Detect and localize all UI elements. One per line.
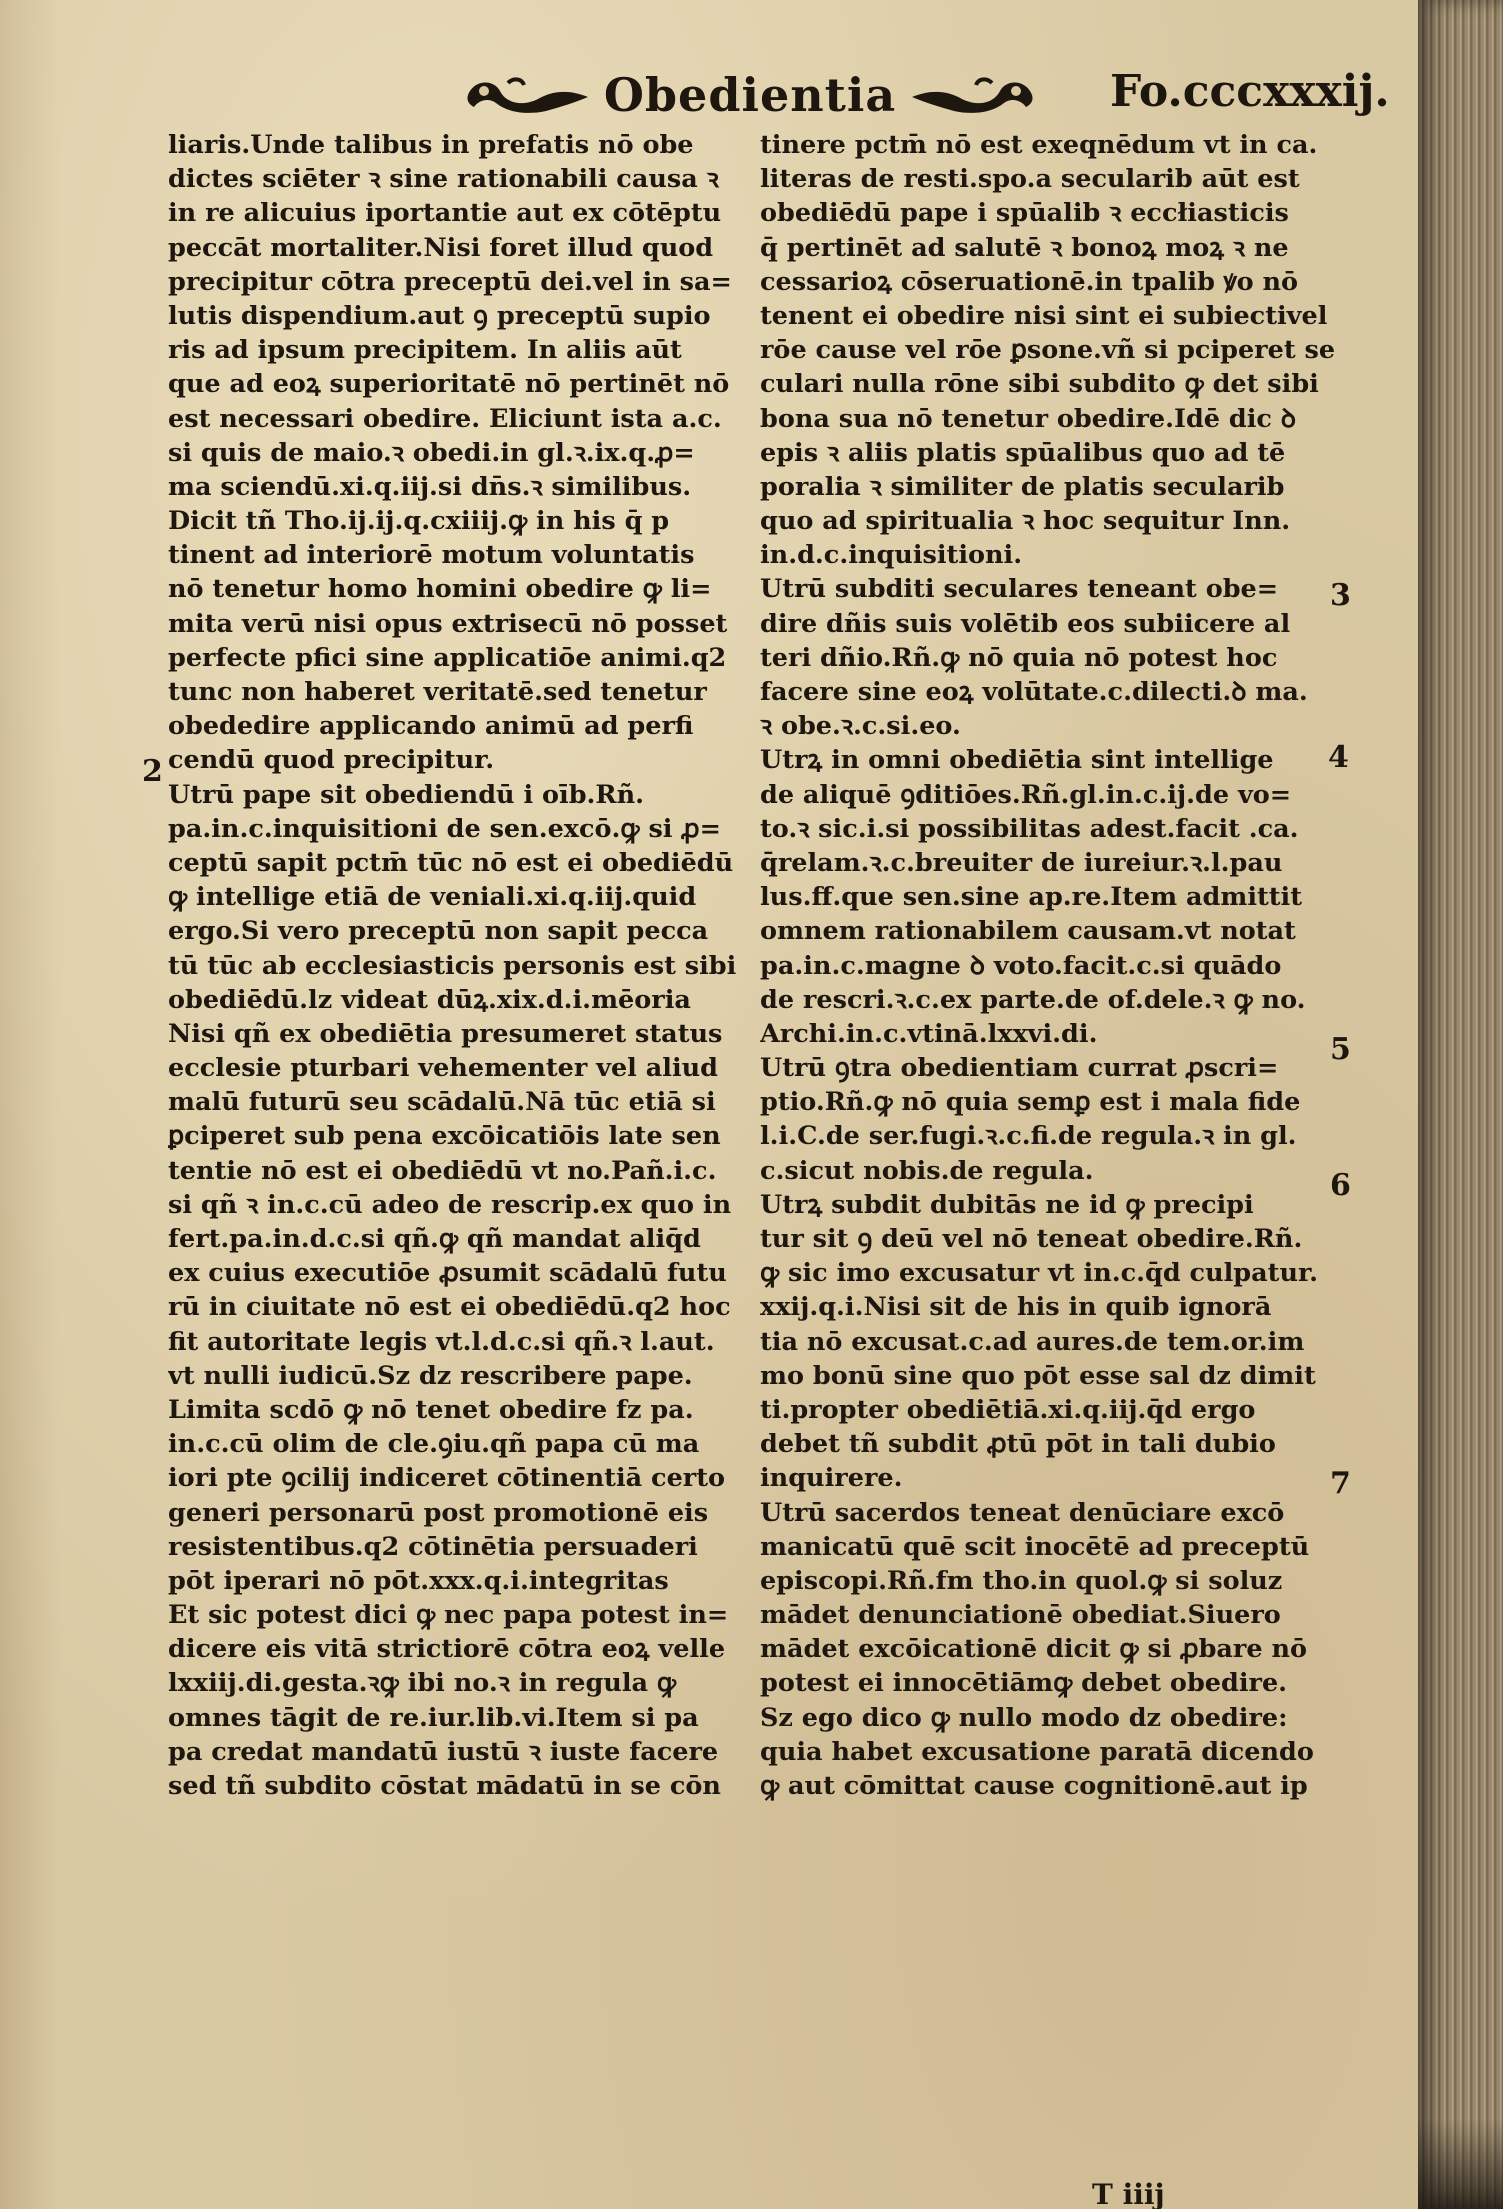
text-line: pa.in.c.magne ꝺ voto.facit.c.si quādo <box>760 950 1282 981</box>
text-line: ꝙ intellige etiā de veniali.xi.q.iij.quid <box>168 882 697 913</box>
left-text-column <box>168 128 748 1803</box>
text-line: tunc non haberet veritatē.sed tenetur <box>168 677 707 707</box>
text-line: l.i.C.de ser.fugi.ꝛ.c.fi.de regula.ꝛ in gl. <box>760 1121 1297 1152</box>
text-line: perfecte pfici sine applicatiōe animi.q2 <box>168 642 727 673</box>
text-line: pa credat mandatū iustū ꝛ iuste facere <box>168 1736 719 1767</box>
text-line: cessarioꝝ cōseruationē.in tpalib ꝟo nō <box>760 266 1299 297</box>
text-line: in re alicuius iportantie aut ex cōtēptu <box>168 198 722 229</box>
text-line: que ad eoꝝ superioritatē nō pertinēt nō <box>168 369 730 400</box>
text-line: ris ad ipsum precipitem. In aliis aūt <box>168 335 682 366</box>
text-line: ꝙ aut cōmittat cause cognitionē.aut ip <box>760 1771 1308 1801</box>
text-line: Utrū ꝯtra obedientiam currat ꝓscri= <box>760 1053 1279 1084</box>
page-fore-edge <box>1418 0 1503 2209</box>
text-line: quo ad spiritualia ꝛ hoc sequitur Inn. <box>760 506 1291 537</box>
text-line: precipitur cōtra preceptū dei.vel in sa= <box>168 266 732 297</box>
page-title: Obedientia <box>603 68 897 122</box>
text-line: q̄relam.ꝛ.c.breuiter de iureiur.ꝛ.l.pau <box>760 847 1283 878</box>
text-line: c.sicut nobis.de regula. <box>760 1155 1094 1186</box>
text-line: q̄ pertinēt ad salutē ꝛ bonoꝝ moꝝ ꝛ ne <box>760 232 1289 263</box>
text-line: inquirere. <box>760 1463 903 1494</box>
text-line: culari nulla rōne sibi subdito ꝙ det sibi <box>760 369 1319 400</box>
left-fleuron-ornament-icon <box>464 73 594 117</box>
text-line: tentie nō est ei obediēdū vt no.Pañ.i.c. <box>168 1155 717 1186</box>
text-line: facere sine eoꝝ volūtate.c.dilecti.ꝺ ma. <box>760 677 1308 707</box>
text-line: literas de resti.spo.a secularib aūt est <box>760 164 1300 195</box>
text-line: ecclesie pturbari vehementer vel aliud <box>168 1053 719 1084</box>
text-line: vt nulli iudicū.Sz dz rescribere pape. <box>168 1360 693 1391</box>
text-line: generi personarū post promotionē eis <box>168 1497 709 1528</box>
text-line: episcopi.Rñ.fm tho.in quol.ꝙ si soluz <box>760 1565 1283 1596</box>
text-line: Utrū sacerdos teneat denūciare excō <box>760 1497 1285 1528</box>
margin-number: 3 <box>1330 578 1351 613</box>
text-line: ptio.Rñ.ꝙ nō quia semꝑ est i mala fide <box>760 1087 1301 1118</box>
text-line: rōe cause vel rōe ꝑsone.vñ si pciperet se <box>760 335 1336 366</box>
text-line: obediēdū pape i spūalib ꝛ eccłiasticis <box>760 198 1289 229</box>
text-line: Utrū subditi seculares teneant obe= <box>760 574 1279 605</box>
text-line: ma sciendū.xi.q.iij.si dn̄s.ꝛ similibus. <box>168 471 692 502</box>
text-line: Et sic potest dici ꝙ nec papa potest in= <box>168 1600 729 1631</box>
text-line: pa.in.c.inquisitioni de sen.excō.ꝙ si ꝓ= <box>168 813 721 844</box>
text-line: potest ei innocētiāmꝙ debet obedire. <box>760 1668 1288 1699</box>
margin-number: 2 <box>142 754 163 789</box>
text-line: Sz ego dico ꝙ nullo modo dz obedire: <box>760 1702 1288 1733</box>
text-line: peccāt mortaliter.Nisi foret illud quod <box>168 232 714 263</box>
text-line: Nisi qñ ex obediētia presumeret status <box>168 1018 723 1049</box>
text-line: malū futurū seu scādalū.Nā tūc etiā si <box>168 1087 716 1118</box>
text-line: iori pte ꝯcilij indiceret cōtinentiā certo <box>168 1463 726 1494</box>
text-line: bona sua nō tenetur obedire.Idē dic ꝺ <box>760 403 1297 434</box>
text-line: Archi.in.c.vtinā.lxxvi.di. <box>760 1018 1098 1049</box>
text-line: fert.pa.in.d.c.si qñ.ꝙ qñ mandat aliq̄d <box>168 1224 701 1254</box>
text-line: Utrꝝ in omni obediētia sint intellige <box>760 745 1274 776</box>
text-line: mādet denunciationē obediat.Siuero <box>760 1600 1281 1631</box>
text-line: ti.propter obediētiā.xi.q.iij.q̄d ergo <box>760 1394 1256 1425</box>
right-text-column <box>760 128 1340 1803</box>
text-line: est necessari obedire. Eliciunt ista a.c. <box>168 403 722 434</box>
text-line: mādet excōicationē dicit ꝙ si ꝓbare nō <box>760 1634 1308 1665</box>
text-line: dire dñis suis volētib eos subiicere al <box>760 608 1291 639</box>
text-line: omnes tāgit de re.iur.lib.vi.Item si pa <box>168 1702 699 1733</box>
text-line: quia habet excusatione paratā dicendo <box>760 1736 1314 1767</box>
text-line: obediēdū.lz videat dūꝝ.xix.d.i.mēoria <box>168 984 691 1015</box>
text-line: de rescri.ꝛ.c.ex parte.de of.dele.ꝛ ꝙ no. <box>760 984 1306 1015</box>
text-line: manicatū quē scit inocētē ad preceptū <box>760 1531 1310 1562</box>
text-line: sed tñ subdito cōstat mādatū in se cōn <box>168 1771 721 1801</box>
running-head <box>470 60 1030 130</box>
text-line: nō tenetur homo homini obedire ꝙ li= <box>168 574 712 605</box>
text-line: lutis dispendium.aut ꝯ preceptū supio <box>168 300 711 331</box>
text-line: epis ꝛ aliis platis spūalibus quo ad tē <box>760 437 1286 468</box>
text-line: tinent ad interiorē motum voluntatis <box>168 540 695 571</box>
margin-number: 5 <box>1330 1032 1351 1067</box>
text-line: rū in ciuitate nō est ei obediēdū.q2 hoc <box>168 1292 731 1323</box>
text-line: resistentibus.q2 cōtinētia persuaderi <box>168 1531 698 1562</box>
margin-number: 6 <box>1330 1168 1351 1203</box>
text-line: si quis de maio.ꝛ obedi.in gl.ꝛ.ix.q.ꝓ= <box>168 437 695 468</box>
text-line: Dicit tñ Tho.ij.ij.q.cxiiij.ꝙ in his q̄ p <box>168 506 670 537</box>
signature-mark: T iiij <box>1092 2178 1165 2209</box>
text-line: mita verū nisi opus extrisecū nō posset <box>168 608 728 639</box>
text-line: pōt iperari nō pōt.xxx.q.i.integritas <box>168 1565 669 1596</box>
text-line: ceptū sapit pctm̄ tūc nō est ei obediēdū <box>168 847 734 878</box>
text-line: poralia ꝛ similiter de platis secularib <box>760 471 1285 502</box>
text-line: Utrꝝ subdit dubitās ne id ꝙ precipi <box>760 1189 1254 1220</box>
text-line: dictes sciēter ꝛ sine rationabili causa ꝛ <box>168 164 719 195</box>
text-line: to.ꝛ sic.i.si possibilitas adest.facit .ca. <box>760 813 1299 844</box>
text-line: tur sit ꝯ deū vel nō teneat obedire.Rñ. <box>760 1224 1303 1254</box>
text-line: ergo.Si vero preceptū non sapit pecca <box>168 916 709 947</box>
text-line: teri dñio.Rñ.ꝙ nō quia nō potest hoc <box>760 642 1278 673</box>
text-line: obededire applicando animū ad perfi <box>168 711 694 742</box>
text-line: dicere eis vitā strictiorē cōtra eoꝝ velle <box>168 1634 726 1665</box>
margin-number: 4 <box>1328 740 1349 775</box>
text-line: tinere pctm̄ nō est exeqnēdum vt in ca. <box>760 130 1318 160</box>
text-line: in.d.c.inquisitioni. <box>760 540 1023 571</box>
text-line: tū tūc ab ecclesiasticis personis est sibi <box>168 950 737 981</box>
text-line: liaris.Unde talibus in prefatis nō obe <box>168 130 694 160</box>
text-line: in.c.cū olim de cle.ꝯiu.qñ papa cū ma <box>168 1429 700 1460</box>
text-line: omnem rationabilem causam.vt notat <box>760 916 1296 947</box>
right-fleuron-ornament-icon <box>906 73 1036 117</box>
text-line: ꝛ obe.ꝛ.c.si.eo. <box>760 711 961 742</box>
text-line: lxxiij.di.gesta.ꝛꝙ ibi no.ꝛ in regula ꝙ <box>168 1668 677 1699</box>
text-line: ꝑciperet sub pena excōicatiōis late sen <box>168 1121 721 1152</box>
text-line: ex cuius executiōe ꝓsumit scādalū futu <box>168 1258 727 1289</box>
text-line: xxij.q.i.Nisi sit de his in quib ignorā <box>760 1292 1272 1323</box>
text-line: lus.ff.que sen.sine ap.re.Item admittit <box>760 882 1303 913</box>
text-line: debet tñ subdit ꝓtū pōt in tali dubio <box>760 1429 1276 1460</box>
text-line: ꝙ sic imo excusatur vt in.c.q̄d culpatur. <box>760 1258 1318 1289</box>
text-line: mo bonū sine quo pōt esse sal dz dimit <box>760 1360 1316 1391</box>
text-line: de aliquē ꝯditiōes.Rñ.gl.in.c.ij.de vo= <box>760 779 1292 810</box>
text-line: cendū quod precipitur. <box>168 745 495 776</box>
folio-number: Fo.cccxxxij. <box>1110 66 1390 117</box>
text-line: Limita scdō ꝙ nō tenet obedire fz pa. <box>168 1394 694 1425</box>
text-line: si qñ ꝛ in.c.cū adeo de rescrip.ex quo in <box>168 1189 732 1220</box>
text-line: tia nō excusat.c.ad aures.de tem.or.im <box>760 1326 1305 1357</box>
margin-number: 7 <box>1330 1466 1351 1501</box>
text-line: fit autoritate legis vt.l.d.c.si qñ.ꝛ l.aut. <box>168 1326 715 1357</box>
binding-shadow <box>1418 2119 1503 2209</box>
text-line: tenent ei obedire nisi sint ei subiectivel <box>760 300 1328 331</box>
text-line: Utrū pape sit obediendū i oīb.Rñ. <box>168 779 645 810</box>
